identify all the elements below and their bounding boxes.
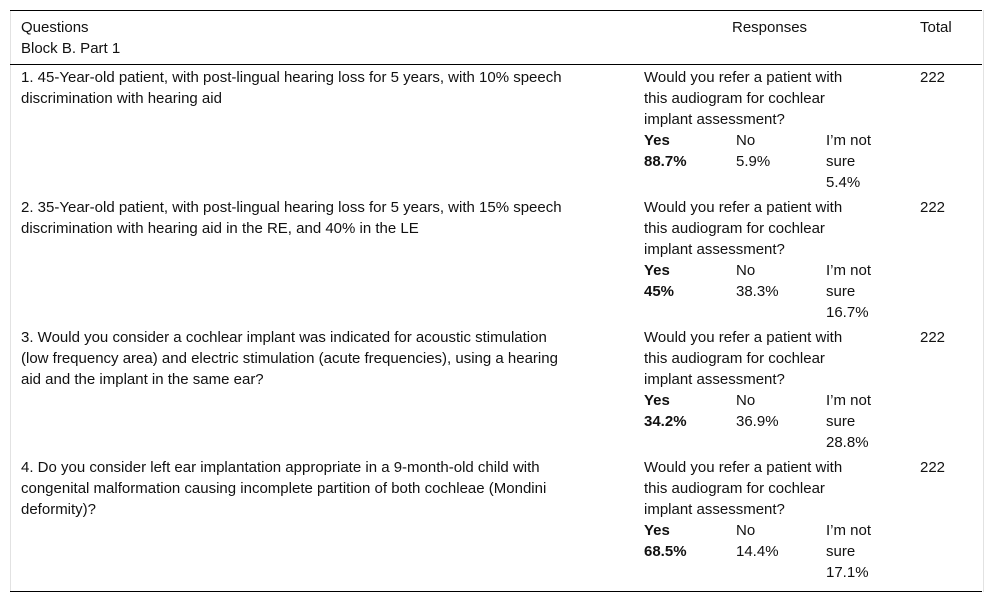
no-percent: 5.9% xyxy=(736,153,771,170)
yes-percent: 34.2% xyxy=(644,413,687,430)
not-sure-label: sure xyxy=(826,413,856,430)
yes-percent: 45% xyxy=(644,283,675,300)
no-percent: 38.3% xyxy=(736,283,779,300)
question-text-line: (low frequency area) and electric stimulation (acute frequencies), using a hearing xyxy=(21,350,558,367)
response-prompt xyxy=(644,327,874,390)
table-top-rule xyxy=(10,10,982,11)
response-no xyxy=(736,260,816,302)
prompt-line: Would you refer a patient with xyxy=(644,459,843,476)
prompt-line: this audiogram for cochlear xyxy=(644,90,825,107)
header-responses-label: Responses xyxy=(732,19,808,36)
question-cell xyxy=(21,197,621,239)
not-sure-label: sure xyxy=(826,283,856,300)
question-text-line: discrimination with hearing aid xyxy=(21,90,222,107)
prompt-line: this audiogram for cochlear xyxy=(644,220,825,237)
table-bottom-rule xyxy=(10,591,982,592)
no-percent: 14.4% xyxy=(736,543,779,560)
prompt-line: Would you refer a patient with xyxy=(644,199,843,216)
yes-label: Yes xyxy=(644,262,670,279)
no-label: No xyxy=(736,262,756,279)
question-cell xyxy=(21,67,621,109)
question-cell xyxy=(21,327,621,390)
header-total-label: Total xyxy=(920,19,952,36)
not-sure-percent: 5.4% xyxy=(826,174,861,191)
table-row xyxy=(0,67,992,197)
question-cell xyxy=(21,457,621,520)
prompt-line: Would you refer a patient with xyxy=(644,69,843,86)
table-row xyxy=(0,457,992,587)
question-text-line: congenital malformation causing incomplete partition of both cochleae (Mondini xyxy=(21,480,547,497)
question-text-line: deformity)? xyxy=(21,501,97,518)
header-questions-label: Questions xyxy=(21,19,89,36)
no-label: No xyxy=(736,132,756,149)
table-row xyxy=(0,327,992,457)
prompt-line: this audiogram for cochlear xyxy=(644,480,825,497)
not-sure-percent: 16.7% xyxy=(826,304,869,321)
not-sure-label: I’m not xyxy=(826,132,872,149)
no-percent: 36.9% xyxy=(736,413,779,430)
total-cell: 222 xyxy=(920,329,946,346)
prompt-line: implant assessment? xyxy=(644,111,785,128)
question-text-line: 3. Would you consider a cochlear implant was indicated for acoustic stimulation xyxy=(21,329,547,346)
response-not-sure xyxy=(826,260,886,323)
response-no xyxy=(736,390,816,432)
no-label: No xyxy=(736,392,756,409)
not-sure-label: I’m not xyxy=(826,262,872,279)
response-yes xyxy=(644,390,724,432)
total-cell: 222 xyxy=(920,459,946,476)
not-sure-percent: 17.1% xyxy=(826,564,869,581)
no-label: No xyxy=(736,522,756,539)
prompt-line: implant assessment? xyxy=(644,501,785,518)
response-yes xyxy=(644,260,724,302)
table-header-rule xyxy=(10,64,982,65)
prompt-line: Would you refer a patient with xyxy=(644,329,843,346)
yes-label: Yes xyxy=(644,522,670,539)
not-sure-label: sure xyxy=(826,153,856,170)
question-text-line: aid and the implant in the same ear? xyxy=(21,371,264,388)
response-prompt xyxy=(644,197,874,260)
total-cell: 222 xyxy=(920,69,946,86)
yes-label: Yes xyxy=(644,132,670,149)
question-text-line: discrimination with hearing aid in the RE, and 40% in the LE xyxy=(21,220,419,237)
table-row xyxy=(0,197,992,327)
question-text-line: 1. 45-Year-old patient, with post-lingual hearing loss for 5 years, with 10% speech xyxy=(21,69,562,86)
header-block-label: Block B. Part 1 xyxy=(21,40,121,57)
header-questions-cell xyxy=(21,17,581,59)
response-not-sure xyxy=(826,390,886,453)
response-yes xyxy=(644,520,724,562)
prompt-line: implant assessment? xyxy=(644,371,785,388)
yes-percent: 68.5% xyxy=(644,543,687,560)
yes-label: Yes xyxy=(644,392,670,409)
response-prompt xyxy=(644,457,874,520)
question-text-line: 2. 35-Year-old patient, with post-lingual hearing loss for 5 years, with 15% speech xyxy=(21,199,562,216)
response-no xyxy=(736,520,816,562)
not-sure-percent: 28.8% xyxy=(826,434,869,451)
not-sure-label: sure xyxy=(826,543,856,560)
response-not-sure xyxy=(826,520,886,583)
prompt-line: implant assessment? xyxy=(644,241,785,258)
response-yes xyxy=(644,130,724,172)
response-no xyxy=(736,130,816,172)
prompt-line: this audiogram for cochlear xyxy=(644,350,825,367)
yes-percent: 88.7% xyxy=(644,153,687,170)
total-cell: 222 xyxy=(920,199,946,216)
question-text-line: 4. Do you consider left ear implantation appropriate in a 9-month-old child with xyxy=(21,459,540,476)
not-sure-label: I’m not xyxy=(826,522,872,539)
not-sure-label: I’m not xyxy=(826,392,872,409)
response-not-sure xyxy=(826,130,886,193)
response-prompt xyxy=(644,67,874,130)
